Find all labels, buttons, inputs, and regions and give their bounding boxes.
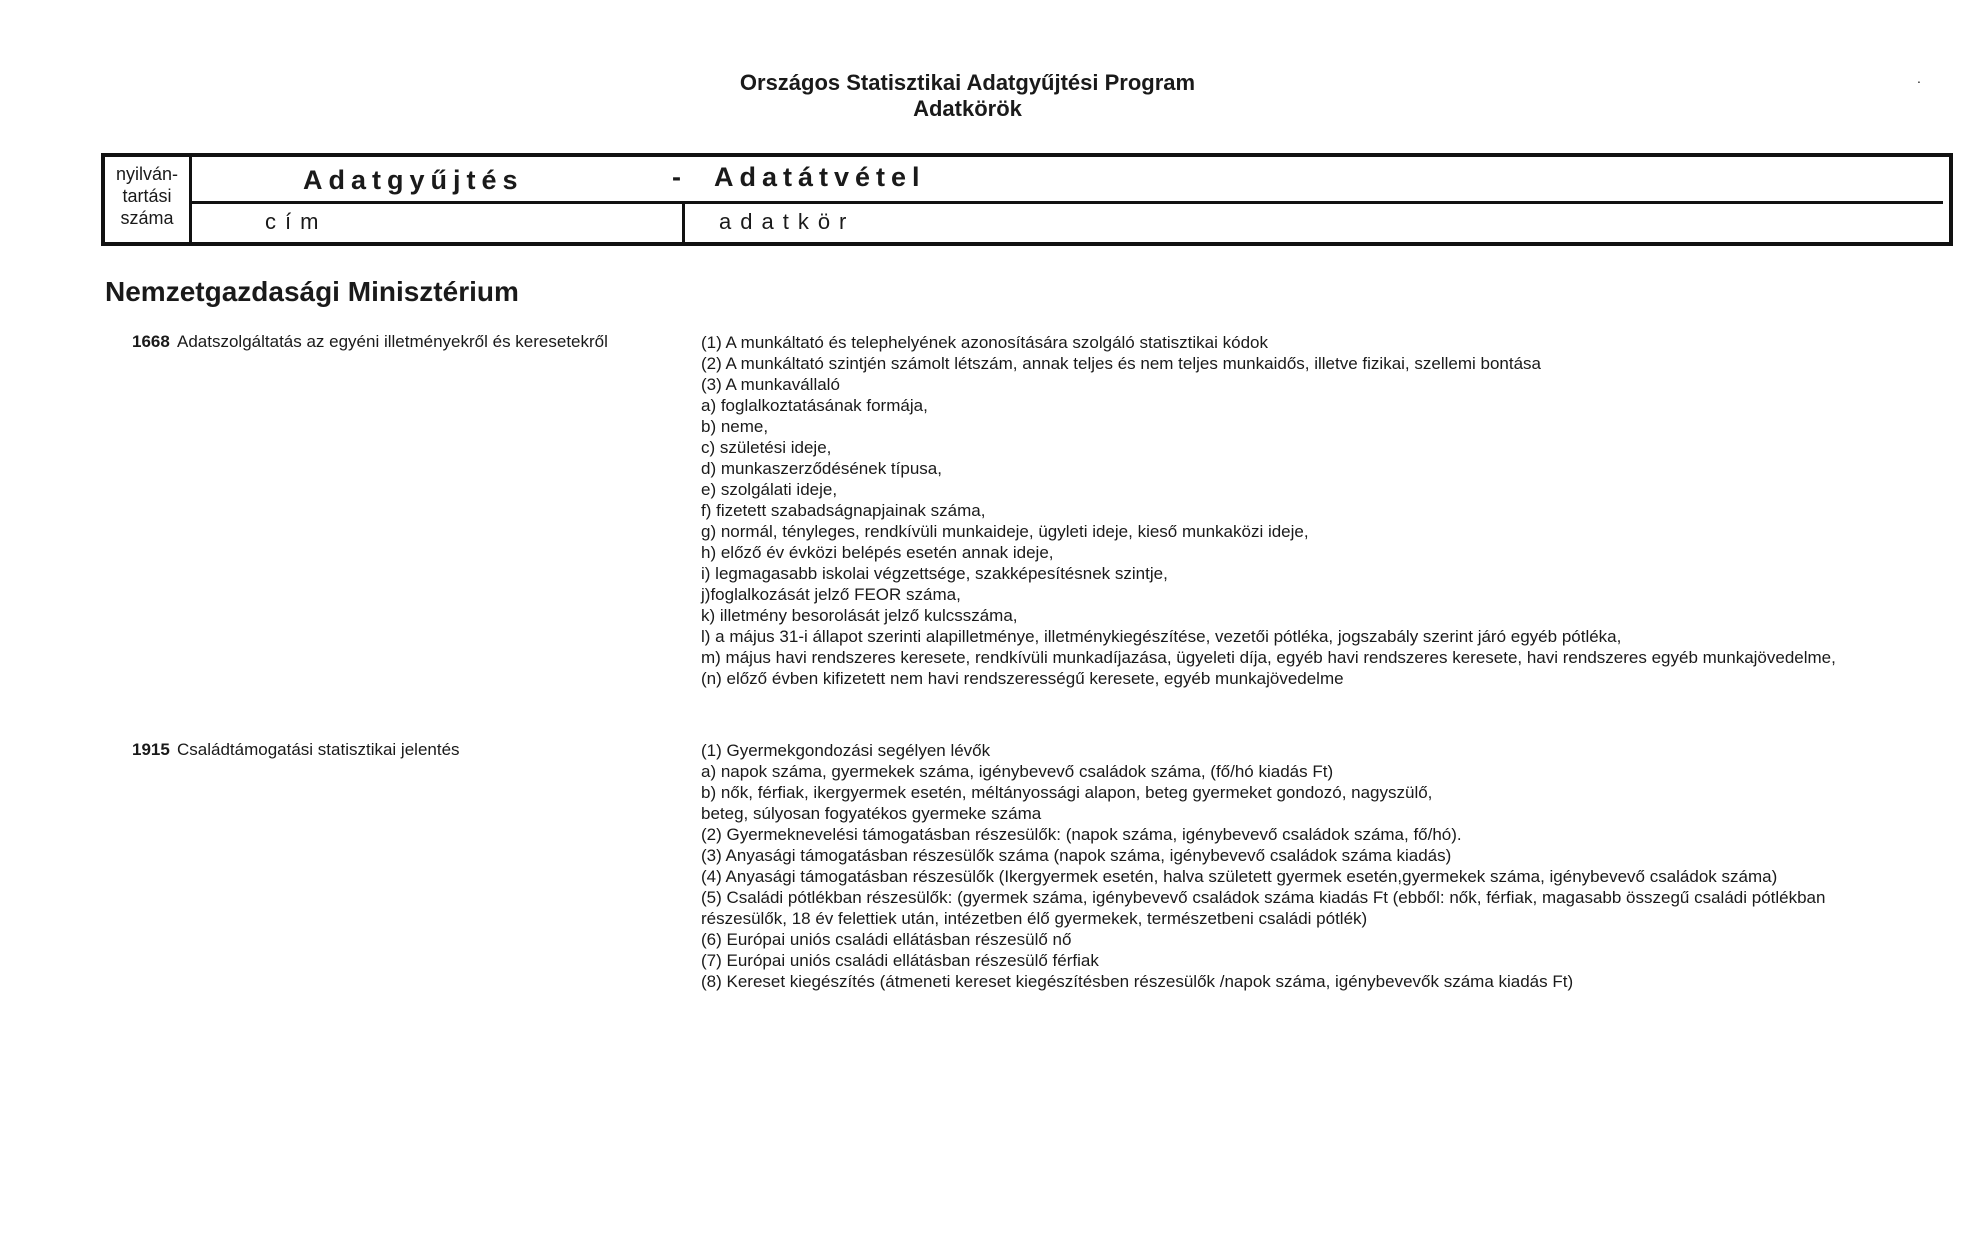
registry-header-line: száma [120,208,174,228]
document-title [0,70,1935,122]
list-item: l) a május 31-i állapot szerinti alapilletménye, illetménykiegészítése, vezetői pótléka, jogszabály szerint járó egyéb pótléka, [701,627,1622,646]
list-item: g) normál, tényleges, rendkívüli munkaideje, ügyleti ideje, kieső munkaközi ideje, [701,522,1309,541]
entry-number: 1668 [132,332,170,351]
list-item: (7) Európai uniós családi ellátásban részesülő férfiak [701,951,1099,970]
list-item: m) május havi rendszeres keresete, rendkívüli munkadíjazása, ügyeleti díja, egyéb havi rendszeres keresete, havi rendszeres egyéb munkajövedelme, [701,648,1836,667]
list-item: i) legmagasabb iskolai végzettsége, szakképesítésnek szintje, [701,564,1168,583]
list-item: d) munkaszerződésének típusa, [701,459,942,478]
list-item: (2) A munkáltató szintjén számolt létszám, annak teljes és nem teljes munkaidős, illetve fizikai, szellemi bontása [701,354,1541,373]
header-divider-vertical [682,201,685,242]
list-item: h) előző év évközi belépés esetén annak ideje, [701,543,1054,562]
header-adatkor: adatkör [719,209,856,234]
column-header-table [101,153,1953,246]
list-item: (6) Európai uniós családi ellátásban részesülő nő [701,930,1072,949]
registry-header-line: nyilván- [115,164,179,184]
list-item: (1) Gyermekgondozási segélyen lévők [701,741,991,760]
list-item: (3) A munkavállaló [701,375,840,394]
header-adatatvetel [672,162,926,193]
list-item: k) illetmény besorolását jelző kulcsszáma, [701,606,1018,625]
list-item: beteg, súlyosan fogyatékos gyermeke száma [701,804,1042,823]
entry-items [701,740,1901,992]
list-item: a) napok száma, gyermekek száma, igénybevevő családok száma, (fő/hó kiadás Ft) [701,762,1334,781]
list-item: a) foglalkoztatásának formája, [701,396,928,415]
list-item: f) fizetett szabadságnapjainak száma, [701,501,986,520]
corner-mark: . [1917,70,1921,86]
list-item: (8) Kereset kiegészítés (átmeneti kereset kiegészítésben részesülők /napok száma, igénybevevők száma kiadás Ft) [701,972,1574,991]
entry-title: Családtámogatási statisztikai jelentés [177,740,460,759]
header-adatatvetel-label: Adatátvétel [714,162,926,192]
registry-header-line: tartási [122,186,172,206]
list-item: (2) Gyermeknevelési támogatásban részesülők: (napok száma, igénybevevő családok száma, fő/hó). [701,825,1462,844]
entry-items [701,332,1901,689]
title-line-2: Adatkörök [913,96,1022,121]
list-item: (5) Családi pótlékban részesülők: (gyermek száma, igénybevevő családok száma kiadás Ft (ebből: nők, férfiak, magasabb összegű családi pótlékban részesülők, 18 év felettiek után, intézetben élő gyermekek, természetbeni családi pótlék) [701,888,1826,928]
list-item: (4) Anyasági támogatásban részesülők (Ikergyermek esetén, halva született gyermek esetén,gyermekek száma, igénybevevő családok száma) [701,867,1778,886]
title-line-1: Országos Statisztikai Adatgyűjtési Program [739,70,1196,95]
list-item: (3) Anyasági támogatásban részesülők száma (napok száma, igénybevevő családok száma kiadás) [701,846,1452,865]
header-adatgyujtes: Adatgyűjtés [303,165,524,195]
ministry-heading: Nemzetgazdasági Minisztérium [105,276,519,307]
header-divider-horizontal [192,201,1943,204]
entry-title: Adatszolgáltatás az egyéni illetményekről és keresetekről [177,332,608,351]
list-item: c) születési ideje, [701,438,832,457]
list-item: j)foglalkozását jelző FEOR száma, [701,585,961,604]
registry-number-header [105,157,192,242]
list-item: (n) előző évben kifizetett nem havi rendszerességű keresete, egyéb munkajövedelme [701,669,1344,688]
header-cim: cím [265,209,328,234]
list-item: (1) A munkáltató és telephelyének azonosítására szolgáló statisztikai kódok [701,333,1268,352]
list-item: b) neme, [701,417,769,436]
list-item: e) szolgálati ideje, [701,480,838,499]
entry-number: 1915 [132,740,170,759]
list-item: b) nők, férfiak, ikergyermek esetén, méltányossági alapon, beteg gyermeket gondozó, nagyszülő, [701,783,1433,802]
header-separator: - [672,162,687,192]
